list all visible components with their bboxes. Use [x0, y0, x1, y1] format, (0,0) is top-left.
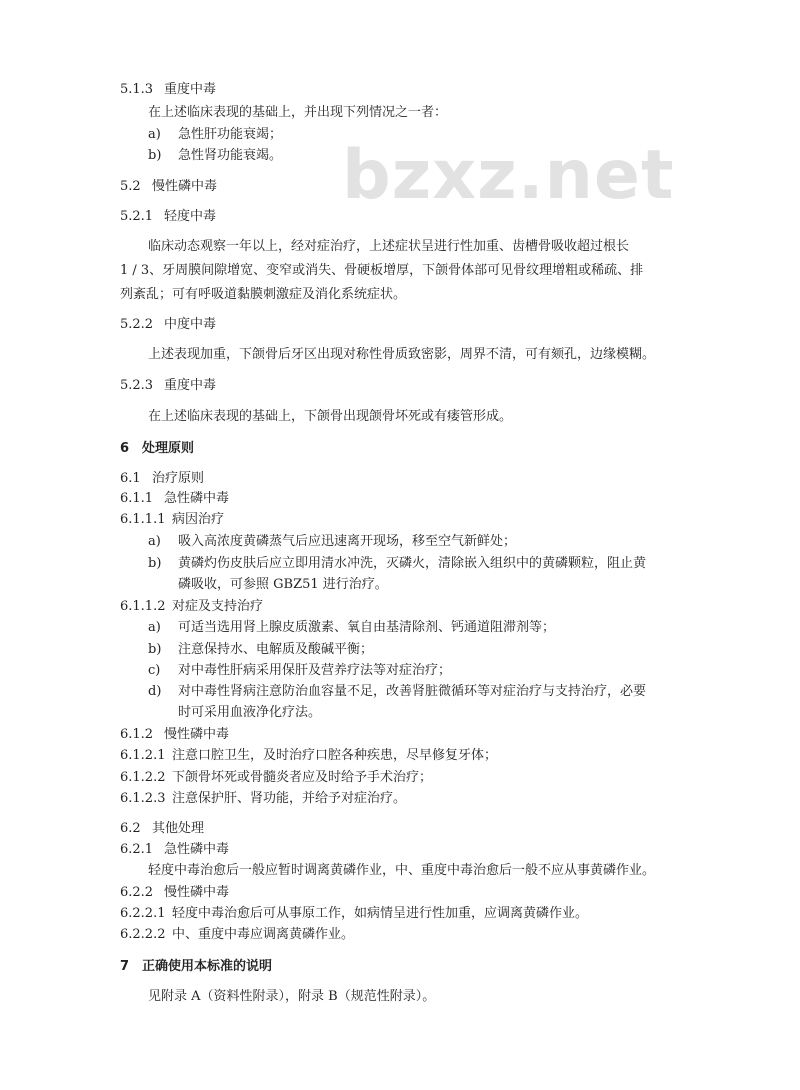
list-item — [148, 126, 282, 144]
list-item-text: 对中毒性肾病注意防治血容量不足，改善肾脏微循环等对症治疗与支持治疗，必要 — [178, 684, 647, 699]
paragraph-line: 列紊乱；可有呼吸道黏膜刺激症及消化系统症状。 — [120, 287, 407, 302]
list-marker: a) — [148, 127, 161, 142]
section-number: 6.1.2.2 — [120, 770, 166, 785]
paragraph: 在上述临床表现的基础上，下颌骨出现颌骨坏死或有瘘管形成。 — [148, 409, 513, 424]
subsection-heading-6-1-2 — [120, 726, 229, 744]
heading-text: 中度中毒 — [164, 317, 217, 332]
section-number: 6.1.1.2 — [120, 599, 166, 614]
clause — [120, 905, 588, 923]
list-item-text: 吸入高浓度黄磷蒸气后应迅速离开现场，移至空气新鲜处； — [178, 534, 517, 549]
heading-text: 慢性磷中毒 — [164, 885, 230, 900]
heading-text: 治疗原则 — [152, 471, 205, 486]
watermark: bzxz.net — [342, 136, 675, 215]
section-number: 6.1.2 — [120, 727, 154, 742]
section-number: 6.1.1 — [120, 491, 154, 506]
subsection-heading-5-2-2 — [120, 316, 216, 334]
section-heading-6-1 — [120, 470, 204, 488]
heading-text: 病因治疗 — [172, 512, 225, 527]
list-item-text: 急性肾功能衰竭。 — [178, 148, 283, 163]
subsection-heading-6-1-1 — [120, 490, 229, 508]
list-item-continuation: 磷吸收，可参照 GBZ51 进行治疗。 — [178, 577, 388, 592]
clause — [120, 926, 354, 944]
list-item — [148, 533, 516, 551]
heading-text: 轻度中毒 — [164, 209, 217, 224]
paragraph-line: 临床动态观察一年以上，经对症治疗，上述症状呈进行性加重、齿槽骨吸收超过根长 — [148, 239, 630, 254]
chapter-heading-7 — [120, 958, 272, 976]
subsection-heading-6-1-1-2 — [120, 598, 263, 616]
heading-text: 慢性磷中毒 — [164, 727, 230, 742]
clause-text: 下颌骨坏死或骨髓炎者应及时给予手术治疗； — [172, 770, 433, 785]
heading-text: 重度中毒 — [164, 82, 217, 97]
heading-text: 对症及支持治疗 — [172, 599, 264, 614]
list-marker: b) — [148, 148, 162, 163]
section-number: 5.1.3 — [120, 82, 154, 97]
section-heading-6-2 — [120, 820, 204, 838]
list-item — [148, 662, 451, 680]
heading-text: 正确使用本标准的说明 — [142, 959, 273, 974]
section-number: 6.2 — [120, 821, 141, 836]
section-number: 6.1.1.1 — [120, 512, 166, 527]
subsection-heading-6-1-1-1 — [120, 511, 224, 529]
list-marker: b) — [148, 556, 162, 571]
section-number: 5.2.2 — [120, 317, 154, 332]
list-item-text: 注意保持水、电解质及酸碱平衡； — [178, 642, 374, 657]
subsection-heading-6-2-1 — [120, 841, 229, 859]
heading-text: 慢性磷中毒 — [152, 179, 218, 194]
paragraph: 见附录 A（资料性附录），附录 B（规范性附录）。 — [148, 989, 436, 1004]
heading-text: 急性磷中毒 — [164, 842, 230, 857]
clause — [120, 769, 432, 787]
list-item — [148, 147, 282, 165]
section-number: 6 — [120, 441, 130, 456]
list-item-text: 黄磷灼伤皮肤后应立即用清水冲洗，灭磷火，清除嵌入组织中的黄磷颗粒，阻止黄 — [178, 556, 647, 571]
section-number: 6.1.2.1 — [120, 748, 166, 763]
clause-text: 注意保护肝、肾功能，并给予对症治疗。 — [172, 791, 407, 806]
subsection-heading-5-2-1 — [120, 208, 216, 226]
chapter-heading-6 — [120, 440, 194, 458]
section-number: 5.2.1 — [120, 209, 154, 224]
list-item — [148, 683, 646, 701]
clause-text: 注意口腔卫生，及时治疗口腔各种疾患，尽早修复牙体； — [172, 748, 498, 763]
clause-text: 中、重度中毒应调离黄磷作业。 — [172, 927, 355, 942]
list-item-text: 对中毒性肝病采用保肝及营养疗法等对症治疗； — [178, 663, 452, 678]
paragraph: 上述表现加重，下颌骨后牙区出现对称性骨质致密影，周界不清，可有颏孔，边缘模糊。 — [148, 347, 656, 362]
section-number: 6.2.2 — [120, 885, 154, 900]
list-marker: b) — [148, 642, 162, 657]
list-item-text: 急性肝功能衰竭； — [178, 127, 283, 142]
list-item — [148, 555, 646, 573]
heading-text: 急性磷中毒 — [164, 491, 230, 506]
list-marker: a) — [148, 534, 161, 549]
list-item — [148, 641, 373, 659]
section-number: 6.2.1 — [120, 842, 154, 857]
paragraph: 轻度中毒治愈后一般应暂时调离黄磷作业，中、重度中毒治愈后一般不应从事黄磷作业。 — [148, 863, 656, 878]
section-number: 6.1.2.3 — [120, 791, 166, 806]
clause — [120, 747, 497, 765]
clause-text: 轻度中毒治愈后可从事原工作，如病情呈进行性加重，应调离黄磷作业。 — [172, 906, 589, 921]
section-number: 7 — [120, 959, 130, 974]
list-item — [148, 619, 555, 637]
paragraph-line: 1 / 3、牙周膜间隙增宽、变窄或消失、骨硬板增厚，下颌骨体部可见骨纹理增粗或稀疏、排 — [120, 263, 644, 278]
list-item-continuation: 时可采用血液净化疗法。 — [178, 705, 322, 720]
section-number: 6.2.2.2 — [120, 927, 166, 942]
subsection-heading-6-2-2 — [120, 884, 229, 902]
section-heading-5-2 — [120, 178, 217, 196]
section-number: 5.2 — [120, 179, 141, 194]
clause — [120, 790, 406, 808]
paragraph: 在上述临床表现的基础上，并出现下列情况之一者： — [148, 105, 448, 120]
subsection-heading-5-1-3 — [120, 81, 216, 99]
list-marker: a) — [148, 620, 161, 635]
subsection-heading-5-2-3 — [120, 377, 216, 395]
heading-text: 重度中毒 — [164, 378, 217, 393]
heading-text: 处理原则 — [142, 441, 195, 456]
section-number: 6.1 — [120, 471, 141, 486]
list-marker: d) — [148, 684, 162, 699]
list-marker: c) — [148, 663, 161, 678]
section-number: 6.2.2.1 — [120, 906, 166, 921]
section-number: 5.2.3 — [120, 378, 154, 393]
list-item-text: 可适当选用肾上腺皮质激素、氧自由基清除剂、钙通道阻滞剂等； — [178, 620, 556, 635]
heading-text: 其他处理 — [152, 821, 205, 836]
